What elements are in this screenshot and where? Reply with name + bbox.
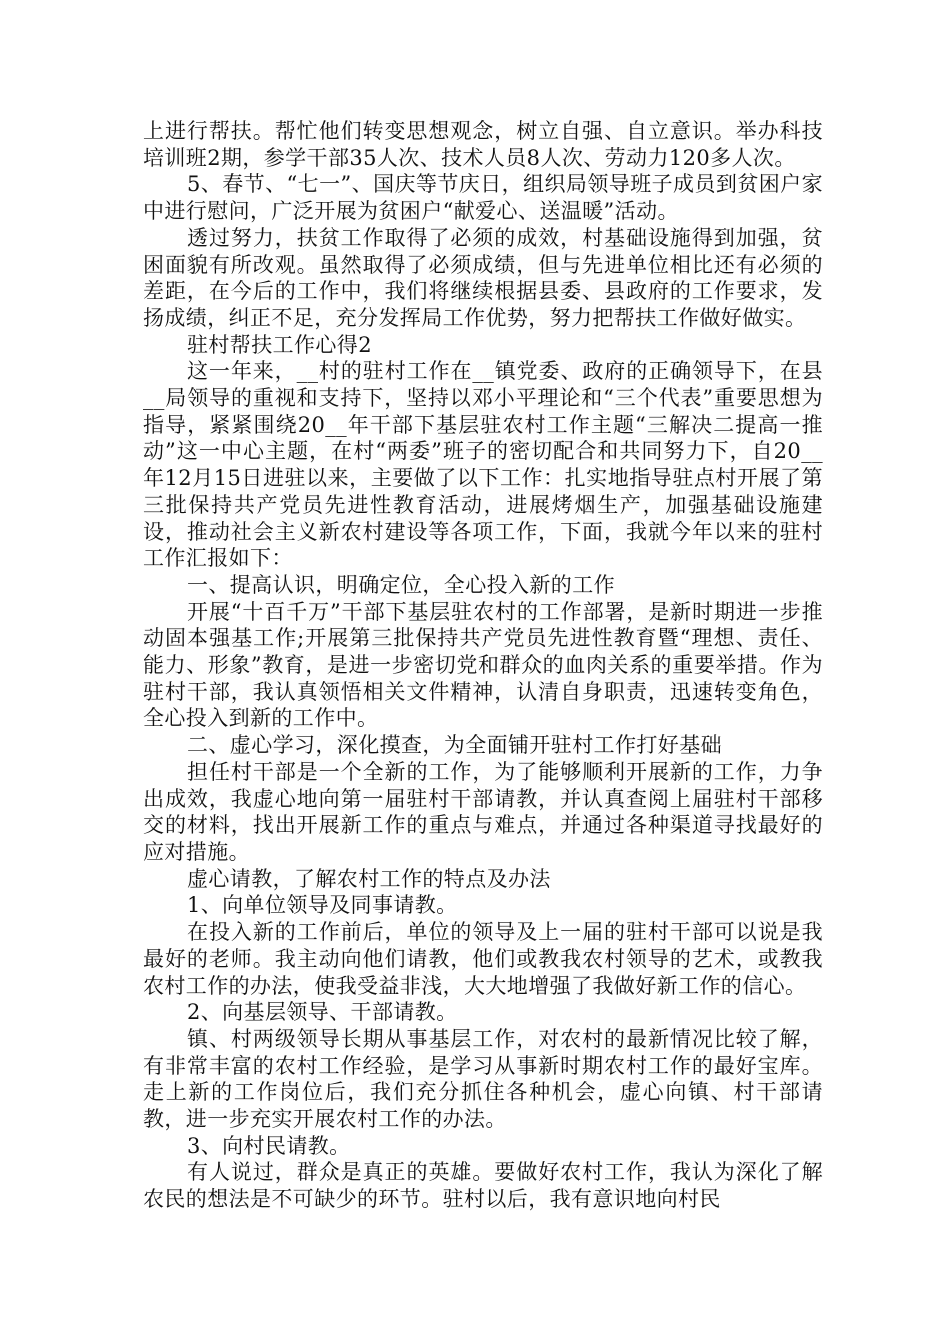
paragraph-12: 在投入新的工作前后，单位的领导及上一届的驻村干部可以说是我最好的老师。我主动向他们请教，他们或教我农村领导的艺术，或教我农村工作的办法，使我受益非浅，大大地增强了我做好新工作的信心。: [143, 920, 823, 998]
document-body: [143, 118, 823, 1213]
paragraph-2: 5、春节、“七一”、国庆等节庆日，组织局领导班子成员到贫困户家中进行慰问，广泛开展为贫困户“献爱心、送温暖”活动。: [143, 172, 823, 224]
subheading-2: 二、虚心学习，深化摸查，为全面铺开驻村工作打好基础: [187, 733, 722, 758]
paragraph-5: 这一年来，__村的驻村工作在__镇党委、政府的正确领导下，在县__局领导的重视和支持下，坚持以邓小平理论和“三个代表”重要思想为指导，紧紧围绕20__年干部下基层驻农村工作主题“三解决二提高一推动”这一中心主题，在村“两委”班子的密切配合和共同努力下，自20__年12月15日进驻以来，主要做了以下工作：扎实地指导驻点村开展了第三批保持共产党员先进性教育活动，进展烤烟生产，加强基础设施建设，推动社会主义新农村建设等各项工作，下面，我就今年以来的驻村工作汇报如下：: [143, 359, 823, 571]
subheading-3: 虚心请教，了解农村工作的特点及办法: [187, 866, 551, 891]
list-item-2: 2、向基层领导、干部请教。: [187, 1000, 458, 1025]
paragraph-7: 开展“十百千万”干部下基层驻农村的工作部署，是新时期进一步推动固本强基工作;开展第三批保持共产党员先进性教育暨“理想、责任、能力、形象”教育，是进一步密切党和群众的血肉关系的重要举措。作为驻村干部，我认真领悟相关文件精神，认清自身职责，迅速转变角色，全心投入到新的工作中。: [143, 599, 823, 731]
paragraph-14: 镇、村两级领导长期从事基层工作，对农村的最新情况比较了解，有非常丰富的农村工作经验，是学习从事新时期农村工作的最好宝库。走上新的工作岗位后，我们充分抓住各种机会，虚心向镇、村干部请教，进一步充实开展农村工作的办法。: [143, 1026, 823, 1132]
section-heading-2: 驻村帮扶工作心得2: [187, 332, 372, 357]
list-item-3: 3、向村民请教。: [187, 1133, 351, 1158]
paragraph-9: 担任村干部是一个全新的工作，为了能够顺利开展新的工作，力争出成效，我虚心地向第一届驻村干部请教，并认真查阅上届驻村干部移交的材料，找出开展新工作的重点与难点，并通过各种渠道寻找最好的应对措施。: [143, 759, 823, 864]
paragraph-3: 透过努力，扶贫工作取得了必须的成效，村基础设施得到加强，贫困面貌有所改观。虽然取得了必须成绩，但与先进单位相比还有必须的差距，在今后的工作中，我们将继续根据县委、县政府的工作要求，发扬成绩，纠正不足，充分发挥局工作优势，努力把帮扶工作做好做实。: [143, 225, 823, 330]
subheading-1: 一、提高认识，明确定位，全心投入新的工作: [187, 572, 615, 597]
list-item-1: 1、向单位领导及同事请教。: [187, 893, 458, 918]
paragraph-1: 上进行帮扶。帮忙他们转变思想观念，树立自强、自立意识。举办科技培训班2期，参学干部35人次、技术人员8人次、劳动力120多人次。: [143, 119, 823, 170]
paragraph-16: 有人说过，群众是真正的英雄。要做好农村工作，我认为深化了解农民的想法是不可缺少的环节。驻村以后，我有意识地向村民: [143, 1160, 823, 1212]
